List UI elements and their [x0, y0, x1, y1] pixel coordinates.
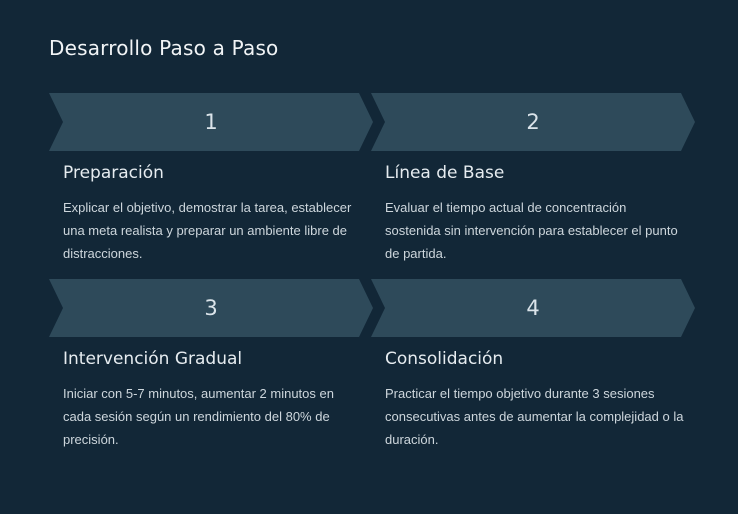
- step-4-title: Consolidación: [385, 349, 504, 369]
- step-4-description: Practicar el tiempo objetivo durante 3 sesiones consecutivas antes de aumentar la complejidad o la duración.: [385, 386, 684, 447]
- step-3-description: Iniciar con 5-7 minutos, aumentar 2 minutos en cada sesión según un rendimiento del 80% de precisión.: [63, 386, 334, 447]
- step-2-number: 2: [526, 110, 540, 134]
- step-1-number: 1: [204, 110, 218, 134]
- step-4-number: 4: [526, 296, 540, 320]
- step-1-title: Preparación: [63, 163, 164, 183]
- step-1-description: Explicar el objetivo, demostrar la tarea, establecer una meta realista y preparar un ambiente libre de distracciones.: [63, 200, 352, 261]
- step-2-title: Línea de Base: [385, 163, 505, 183]
- step-2-description: Evaluar el tiempo actual de concentración sostenida sin intervención para establecer el punto de partida.: [385, 200, 678, 261]
- step-3-title: Intervención Gradual: [63, 349, 243, 369]
- step-3-number: 3: [204, 296, 218, 320]
- page-title: Desarrollo Paso a Paso: [49, 36, 279, 60]
